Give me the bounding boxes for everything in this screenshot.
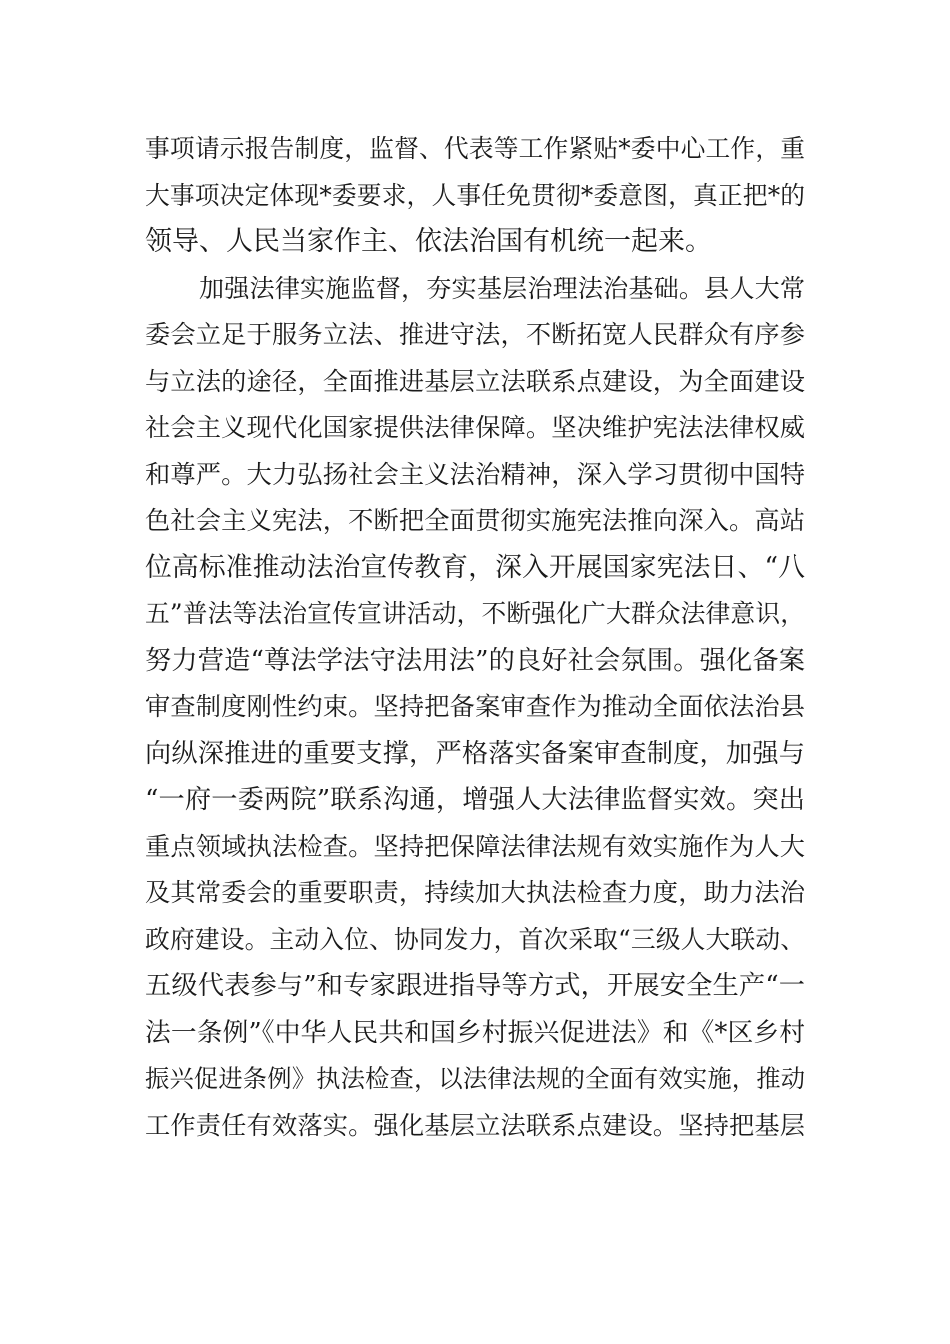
text-line: 工作责任有效落实。强化基层立法联系点建设。坚持把基层 [145, 1110, 805, 1140]
text-line: 向纵深推进的重要支撑，严格落实备案审查制度，加强与 [145, 738, 805, 769]
text-line: 加强法律实施监督，夯实基层治理法治基础。县人大常 [199, 273, 805, 303]
text-line: 委会立足于服务立法、推进守法，不断拓宽人民群众有序参 [145, 320, 805, 349]
text-line: 与立法的途径，全面推进基层立法联系点建设，为全面建设 [145, 366, 805, 396]
text-line: 努力营造“尊法学法守法用法”的良好社会氛围。强化备案 [145, 645, 805, 676]
text-line: 社会主义现代化国家提供法律保障。坚决维护宪法法律权威 [145, 413, 805, 442]
text-line: 法一条例”《中华人民共和国乡村振兴促进法》和《*区乡村 [145, 1017, 805, 1048]
text-line: “一府一委两院”联系沟通，增强人大法律监督实效。突出 [145, 785, 805, 815]
text-line: 大事项决定体现*委要求，人事任免贯彻*委意图，真正把*的 [145, 180, 805, 210]
text-line: 振兴促进条例》执法检查，以法律法规的全面有效实施，推动 [145, 1064, 805, 1093]
text-line: 五级代表参与”和专家跟进指导等方式，开展安全生产“一 [145, 971, 805, 1001]
text-line: 色社会主义宪法，不断把全面贯彻实施宪法推向深入。高站 [145, 506, 805, 535]
text-line: 重点领域执法检查。坚持把保障法律法规有效实施作为人大 [145, 831, 805, 861]
document-body [145, 126, 805, 1149]
text-line: 政府建设。主动入位、协同发力，首次采取“三级人大联动、 [145, 924, 805, 954]
text-line: 领导、人民当家作主、依法治国有机统一起来。 [145, 226, 712, 257]
text-line: 事项请示报告制度，监督、代表等工作紧贴*委中心工作，重 [145, 134, 805, 163]
text-line: 和尊严。大力弘扬社会主义法治精神，深入学习贯彻中国特 [145, 459, 805, 489]
text-line: 五”普法等法治宣传宣讲活动，不断强化广大群众法律意识， [145, 599, 805, 628]
text-line: 审查制度刚性约束。坚持把备案审查作为推动全面依法治县 [145, 692, 805, 721]
text-line: 及其常委会的重要职责，持续加大执法检查力度，助力法治 [145, 878, 805, 907]
text-line: 位高标准推动法治宣传教育，深入开展国家宪法日、“八 [145, 551, 805, 583]
